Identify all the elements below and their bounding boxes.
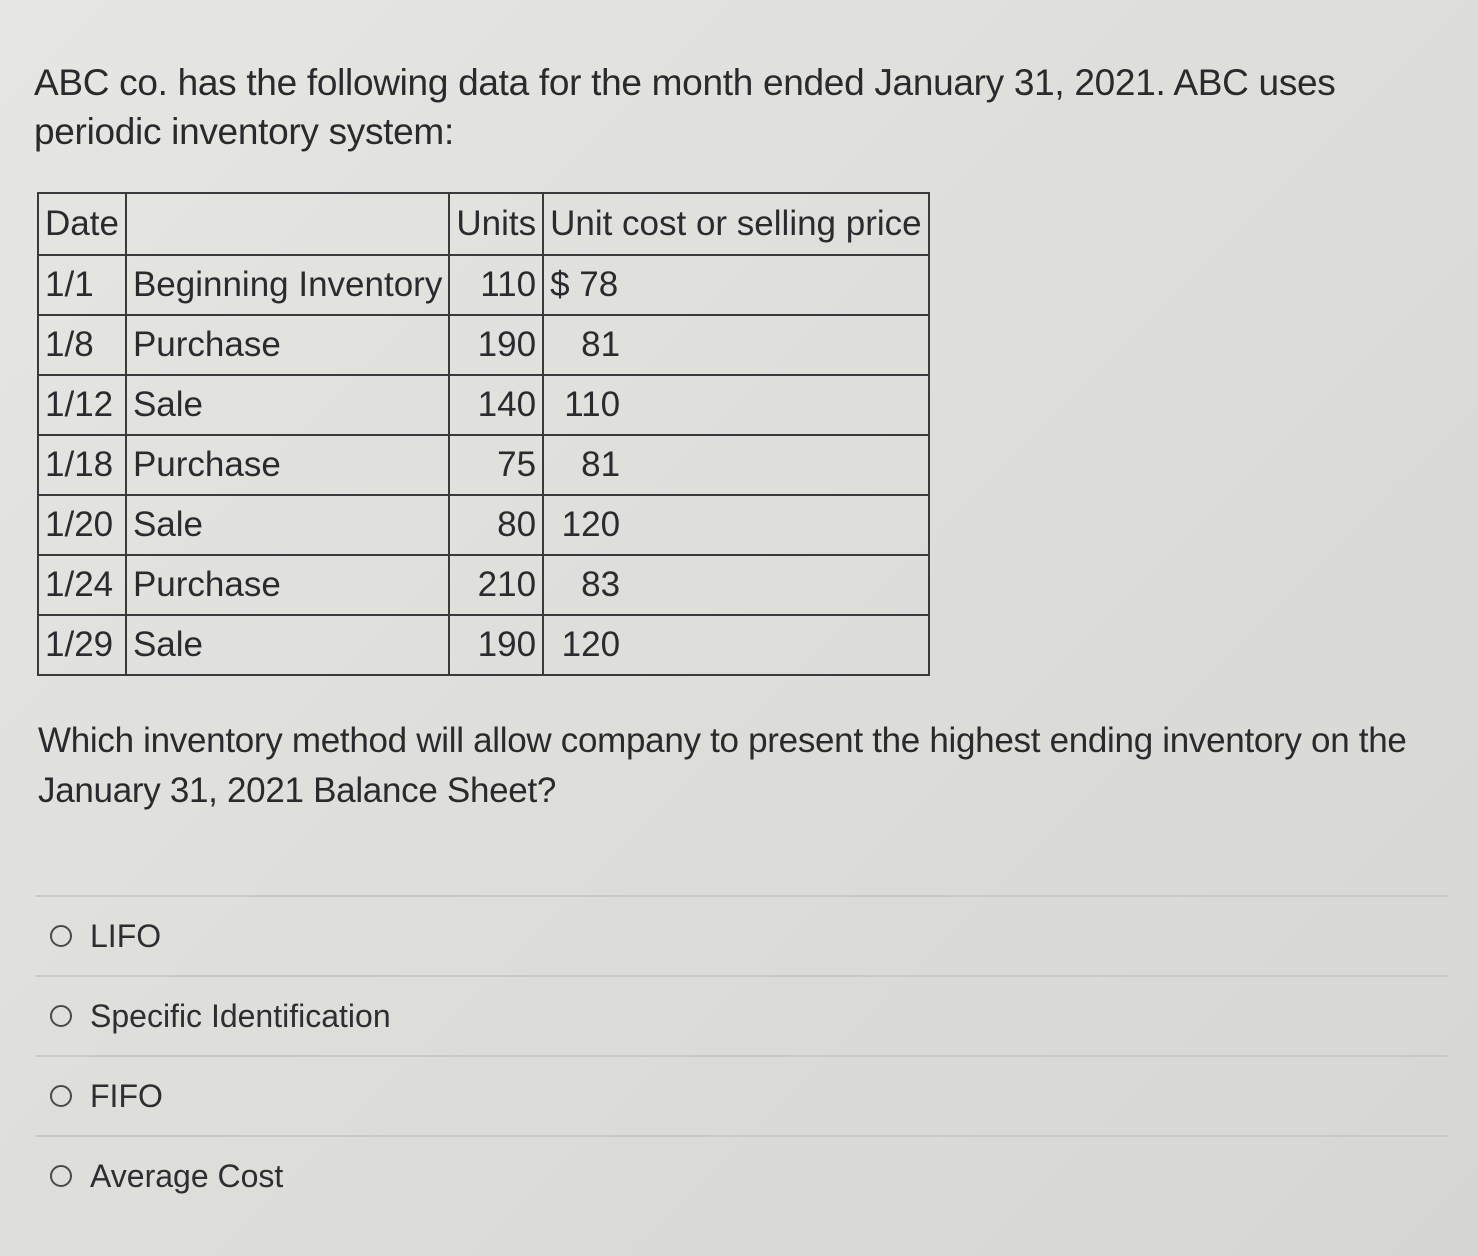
- radio-button[interactable]: [50, 1085, 72, 1107]
- table-row: [38, 495, 929, 555]
- cell-cost: [543, 495, 929, 555]
- option-label: Specific Identification: [90, 997, 391, 1034]
- cell-units: 190: [449, 615, 543, 675]
- cell-description: Sale: [126, 615, 449, 675]
- cell-date: 1/29: [38, 615, 126, 675]
- cell-date: 1/8: [38, 315, 126, 375]
- table-header-row: [38, 193, 929, 255]
- option-label: LIFO: [90, 917, 162, 954]
- cell-description: Purchase: [126, 555, 449, 615]
- option-lifo[interactable]: [36, 897, 1448, 975]
- cost-value: 120: [561, 625, 621, 664]
- cell-cost: [543, 255, 929, 315]
- cell-date: 1/18: [38, 435, 126, 495]
- cell-units: 190: [449, 315, 543, 375]
- question-intro: ABC co. has the following data for the month ended January 31, 2021. ABC uses periodic inventory system:: [34, 62, 1336, 152]
- cell-cost: [543, 315, 929, 375]
- radio-button[interactable]: [50, 925, 72, 947]
- cost-value: 120: [561, 505, 621, 544]
- cost-value: 81: [581, 445, 621, 484]
- table-row: [38, 255, 929, 315]
- option-fifo[interactable]: [36, 1057, 1448, 1135]
- cell-units: 210: [449, 555, 543, 615]
- option-label: FIFO: [90, 1077, 163, 1114]
- cell-cost: [543, 615, 929, 675]
- cell-description: Beginning Inventory: [126, 255, 449, 315]
- cost-value: 83: [581, 565, 621, 604]
- header-date: Date: [38, 193, 126, 255]
- cell-units: 75: [449, 435, 543, 495]
- cell-date: 1/20: [38, 495, 126, 555]
- table-row: [38, 435, 929, 495]
- table-row: [38, 315, 929, 375]
- option-label: Average Cost: [90, 1157, 284, 1194]
- header-description: [126, 193, 449, 255]
- header-units: Units: [449, 193, 543, 255]
- cell-units: 110: [449, 255, 543, 315]
- cell-description: Sale: [126, 375, 449, 435]
- radio-button[interactable]: [50, 1165, 72, 1187]
- cell-description: Purchase: [126, 435, 449, 495]
- cost-value: 110: [564, 385, 621, 424]
- option-average-cost[interactable]: [36, 1137, 1448, 1215]
- cell-date: 1/24: [38, 555, 126, 615]
- cell-cost: [543, 435, 929, 495]
- cell-date: 1/12: [38, 375, 126, 435]
- table-row: [38, 555, 929, 615]
- option-specific-identification[interactable]: [36, 977, 1448, 1055]
- table-row: [38, 375, 929, 435]
- cell-description: Purchase: [126, 315, 449, 375]
- answer-options: [36, 895, 1448, 1215]
- inventory-table: [37, 192, 930, 676]
- cost-value: $ 78: [550, 265, 619, 304]
- cell-units: 80: [449, 495, 543, 555]
- table-row: [38, 615, 929, 675]
- cell-cost: [543, 375, 929, 435]
- cell-date: 1/1: [38, 255, 126, 315]
- cell-description: Sale: [126, 495, 449, 555]
- cell-cost: [543, 555, 929, 615]
- question-prompt: Which inventory method will allow company to present the highest ending inventory on the January 31, 2021 Balance Sheet?: [38, 721, 1407, 810]
- header-cost: Unit cost or selling price: [543, 193, 929, 255]
- cost-value: 81: [581, 325, 621, 364]
- cell-units: 140: [449, 375, 543, 435]
- radio-button[interactable]: [50, 1005, 72, 1027]
